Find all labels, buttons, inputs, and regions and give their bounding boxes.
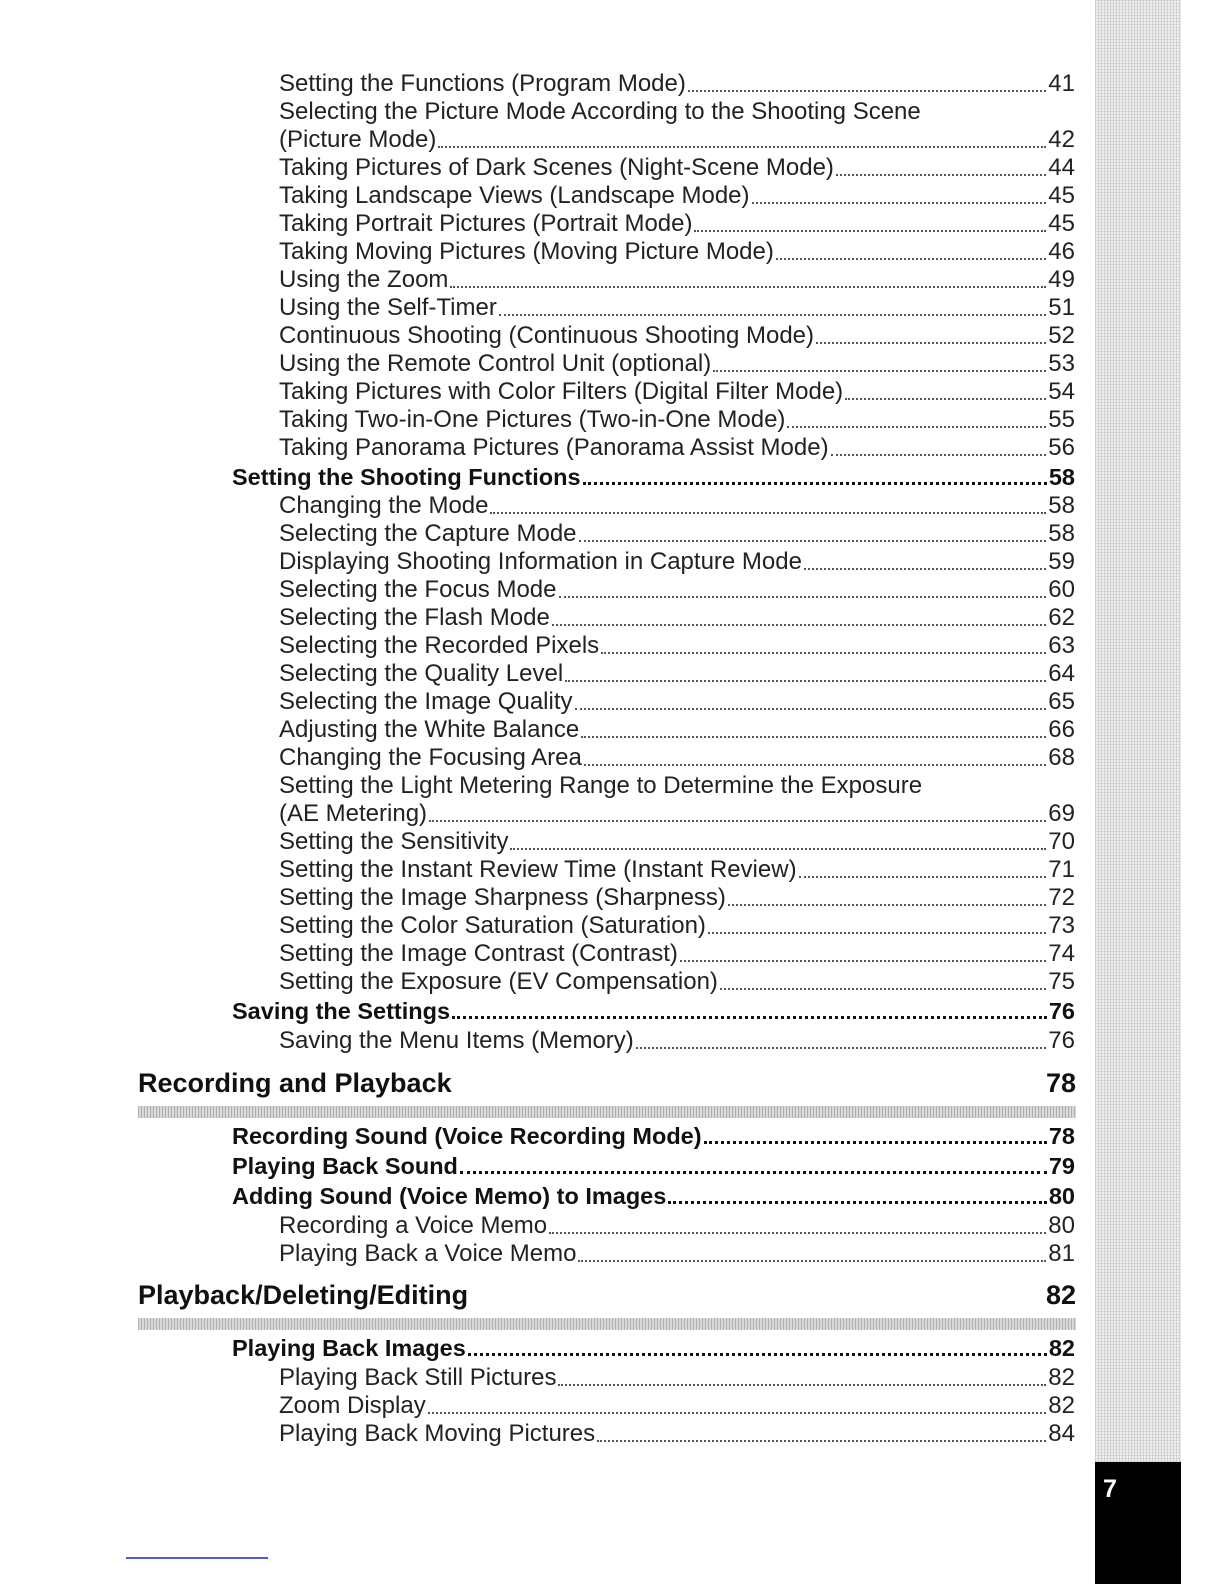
toc-entry[interactable]: Taking Pictures with Color Filters (Digital Filter Mode) 54 <box>279 378 1075 405</box>
toc-entry[interactable]: Taking Moving Pictures (Moving Picture Mode) 46 <box>279 238 1075 265</box>
toc-entry[interactable]: Selecting the Flash Mode 62 <box>279 604 1075 631</box>
toc-entry[interactable]: Adjusting the White Balance 66 <box>279 716 1075 743</box>
toc-entry[interactable]: Setting the Instant Review Time (Instant Review) 71 <box>279 856 1075 883</box>
toc-entry[interactable]: Taking Panorama Pictures (Panorama Assist Mode) 56 <box>279 434 1075 461</box>
toc-heading-entry[interactable]: Playing Back Images 82 <box>232 1335 1075 1361</box>
toc-entry[interactable]: Taking Pictures of Dark Scenes (Night-Scene Mode) 44 <box>279 154 1075 181</box>
toc-entry[interactable]: Playing Back Still Pictures 82 <box>279 1364 1075 1391</box>
toc-entry[interactable]: Changing the Mode 58 <box>279 492 1075 519</box>
section-divider <box>138 1318 1076 1330</box>
toc-heading-entry[interactable]: Setting the Shooting Functions 58 <box>232 464 1075 490</box>
toc-entry[interactable]: Selecting the Focus Mode 60 <box>279 576 1075 603</box>
toc-entry[interactable]: Setting the Exposure (EV Compensation) 75 <box>279 968 1075 995</box>
section-divider <box>138 1106 1076 1118</box>
toc-entry[interactable]: Displaying Shooting Information in Capture Mode 59 <box>279 548 1075 575</box>
chapter-thumb-tab <box>1095 0 1181 1462</box>
toc-heading-entry[interactable]: Saving the Settings 76 <box>232 998 1075 1024</box>
page-number: 7 <box>1103 1475 1117 1503</box>
section-title-recording[interactable]: Recording and Playback 78 <box>138 1068 1076 1098</box>
toc-entry[interactable]: Setting the Color Saturation (Saturation) 73 <box>279 912 1075 939</box>
toc-heading-entry[interactable]: Adding Sound (Voice Memo) to Images 80 <box>232 1183 1075 1209</box>
toc-heading-entry[interactable]: Playing Back Sound 79 <box>232 1153 1075 1179</box>
toc-entry[interactable]: Playing Back a Voice Memo 81 <box>279 1240 1075 1267</box>
toc-entry[interactable]: (AE Metering) 69 <box>279 800 1075 827</box>
toc-entry[interactable]: (Picture Mode) 42 <box>279 126 1075 153</box>
toc-entry[interactable]: Setting the Image Contrast (Contrast) 74 <box>279 940 1075 967</box>
toc-entry[interactable]: Setting the Functions (Program Mode) 41 <box>279 70 1075 97</box>
toc-entry[interactable]: Selecting the Capture Mode 58 <box>279 520 1075 547</box>
toc-entry[interactable]: Setting the Image Sharpness (Sharpness) 72 <box>279 884 1075 911</box>
toc-entry[interactable]: Using the Self-Timer 51 <box>279 294 1075 321</box>
toc-entry[interactable]: Recording a Voice Memo 80 <box>279 1212 1075 1239</box>
toc-entry[interactable]: Selecting the Image Quality 65 <box>279 688 1075 715</box>
section-title-playback[interactable]: Playback/Deleting/Editing 82 <box>138 1280 1076 1310</box>
toc-entry[interactable]: Changing the Focusing Area 68 <box>279 744 1075 771</box>
toc-entry[interactable]: Selecting the Quality Level 64 <box>279 660 1075 687</box>
footer-rule <box>126 1557 268 1559</box>
toc-entry[interactable]: Using the Remote Control Unit (optional) 53 <box>279 350 1075 377</box>
toc-entry[interactable]: Saving the Menu Items (Memory) 76 <box>279 1027 1075 1054</box>
toc-entry[interactable]: Taking Portrait Pictures (Portrait Mode) 45 <box>279 210 1075 237</box>
toc-entry[interactable]: Taking Landscape Views (Landscape Mode) 45 <box>279 182 1075 209</box>
toc-entry[interactable]: Selecting the Recorded Pixels 63 <box>279 632 1075 659</box>
toc-entry[interactable]: Continuous Shooting (Continuous Shooting Mode) 52 <box>279 322 1075 349</box>
toc-heading-entry[interactable]: Recording Sound (Voice Recording Mode) 78 <box>232 1123 1075 1149</box>
toc-entry[interactable]: Taking Two-in-One Pictures (Two-in-One Mode) 55 <box>279 406 1075 433</box>
toc-entry[interactable]: Setting the Sensitivity 70 <box>279 828 1075 855</box>
toc-entry[interactable]: Zoom Display 82 <box>279 1392 1075 1419</box>
toc-entry-wrapped[interactable]: Setting the Light Metering Range to Determine the Exposure <box>279 772 923 799</box>
toc-entry[interactable]: Using the Zoom 49 <box>279 266 1075 293</box>
toc-entry-wrapped[interactable]: Selecting the Picture Mode According to the Shooting Scene <box>279 98 921 125</box>
toc-entry[interactable]: Playing Back Moving Pictures 84 <box>279 1420 1075 1447</box>
